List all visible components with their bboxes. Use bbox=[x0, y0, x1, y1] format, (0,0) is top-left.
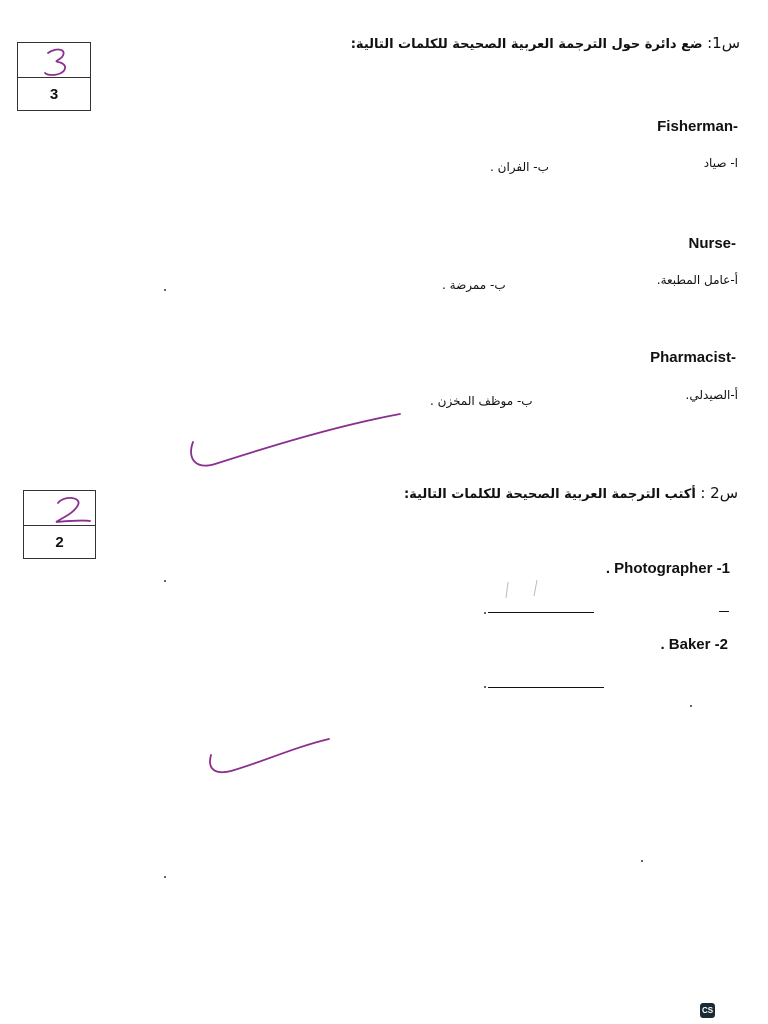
q2-answer-1-blank[interactable] bbox=[488, 612, 594, 613]
stray-dot bbox=[690, 705, 692, 707]
q1-item2-option-a[interactable]: أ-عامل المطبعة. bbox=[656, 273, 738, 287]
q2-number: س2 : bbox=[700, 484, 738, 502]
stray-dot bbox=[641, 860, 643, 862]
q1-item3-option-b[interactable]: ب- موظف المخزن . bbox=[430, 394, 533, 408]
q2-total-score: 2 bbox=[55, 533, 64, 551]
q2-word-2: . Baker -2 bbox=[660, 636, 728, 653]
camscanner-badge bbox=[700, 1003, 715, 1018]
q2-check-mark bbox=[205, 735, 345, 785]
q1-check-mark bbox=[185, 408, 425, 478]
q1-title bbox=[351, 34, 740, 52]
q1-instruction: ضع دائرة حول الترجمة العربية الصحيحة للكلمات التالية: bbox=[350, 37, 703, 52]
stray-dot bbox=[164, 876, 166, 878]
q2-score-box bbox=[23, 490, 96, 559]
faint-pencil-marks bbox=[494, 578, 554, 600]
q1-item2-option-b[interactable]: ب- ممرضة . bbox=[442, 278, 506, 292]
q1-total-score: 3 bbox=[49, 85, 59, 103]
q2-title bbox=[404, 484, 738, 502]
q2-word-1: . Photographer -1 bbox=[605, 560, 730, 577]
q2-dash-mark bbox=[719, 611, 729, 612]
q1-item1-option-a[interactable]: ا- صياد bbox=[703, 156, 738, 170]
q1-item3-option-a[interactable]: أ-الصيدلي. bbox=[685, 388, 738, 402]
q1-handwritten-3 bbox=[18, 43, 90, 77]
q2-awarded-score bbox=[24, 491, 95, 526]
q1-awarded-score bbox=[18, 43, 90, 78]
q1-score-box bbox=[17, 42, 91, 111]
blank-start-dot bbox=[484, 686, 486, 688]
q1-item1-option-b[interactable]: ب- الفران . bbox=[490, 160, 549, 174]
q2-answer-2-blank[interactable] bbox=[488, 687, 604, 688]
blank-start-dot bbox=[484, 612, 486, 614]
q2-handwritten-2 bbox=[24, 491, 95, 525]
camscanner-badge-label: CS bbox=[701, 1006, 714, 1015]
q1-word-2: Nurse- bbox=[688, 235, 736, 252]
stray-dot bbox=[164, 580, 166, 582]
q1-word-3: Pharmacist- bbox=[650, 349, 736, 366]
q1-number: س1: bbox=[707, 34, 740, 52]
q2-instruction: أكتب الترجمة العربية الصحيحة للكلمات التالية: bbox=[403, 487, 696, 502]
q1-word-1: Fisherman- bbox=[657, 118, 738, 135]
stray-dot bbox=[164, 289, 166, 291]
